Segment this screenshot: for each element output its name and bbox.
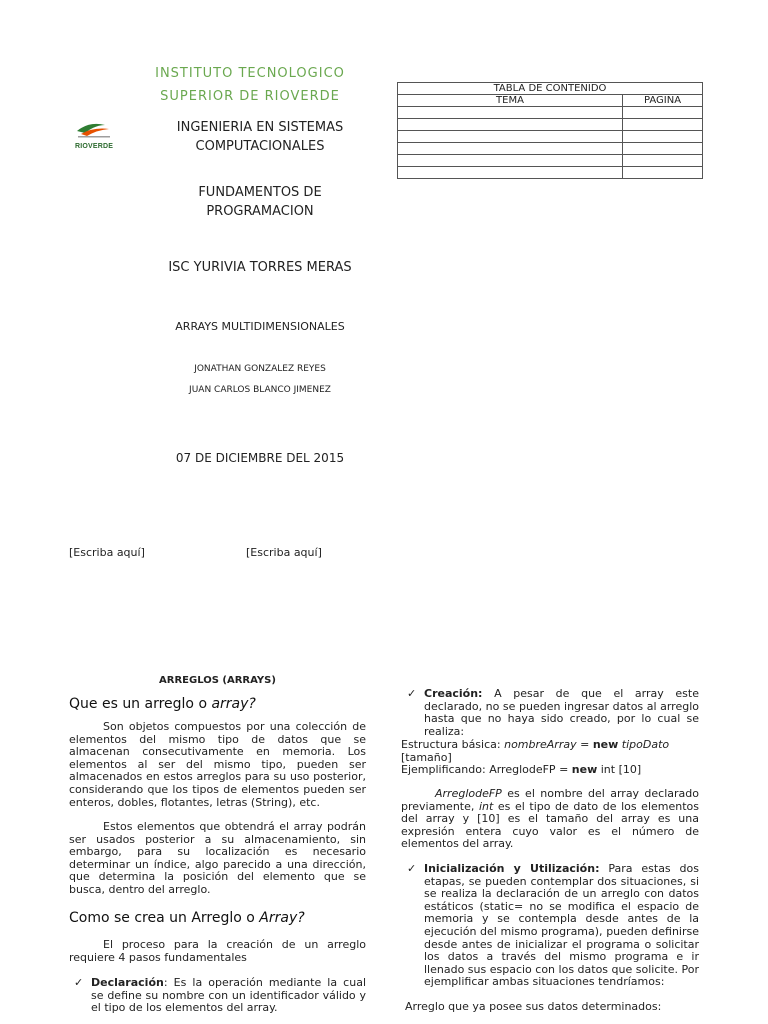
heading-how-to-create: Como se crea un Arreglo o Array?: [69, 910, 305, 926]
toc-header-tema: TEMA: [398, 95, 623, 107]
table-of-contents: [397, 82, 703, 179]
toc-row: [398, 167, 703, 179]
paragraph-steps: El proceso para la creación de un arreglo requiere 4 pasos fundamentales: [69, 938, 366, 964]
checkmark-icon: ✓: [407, 687, 417, 700]
bullet-declaracion: Declaración: Es la operación mediante la cual se define su nombre con un identificador válido y el tipo de los elementos del array.: [91, 976, 366, 1015]
toc-row: [398, 107, 703, 119]
toc-title: TABLA DE CONTENIDO: [398, 83, 703, 95]
student-name-2: JUAN CARLOS BLANCO JIMENEZ: [189, 385, 331, 395]
paragraph-predefined-array: Arreglo que ya posee sus datos determinados:: [405, 1000, 662, 1013]
bullet-inicializacion: Inicialización y Utilización: Para estas dos etapas, se pueden contemplar dos situaciones, si se realiza la declaración de un arreglo con datos estáticos (static= no se modifica el espacio de memoria y se contempla desde antes de la ejecución del mismo programa), pueden definirse desde antes de inicializar el programa o solicitar los datos a través del mismo programa e ir llenado sus espacio con los datos que solicite. Por ejemplificar ambas situaciones tendríamos:: [424, 862, 699, 989]
subject-name: [130, 183, 390, 221]
logo-text: RIOVERDE: [75, 143, 114, 150]
footer-placeholder-left[interactable]: [Escriba aquí]: [69, 546, 145, 559]
section-title: ARREGLOS (ARRAYS): [159, 675, 276, 686]
paragraph-definition: Son objetos compuestos por una colección de elementos del mismo tipo de datos que se almacenan consecutivamente en memoria. Los elementos al ser del mismo tipo, pueden ser almacenados en estos arreglos para su uso posterior, considerando que los tipos de elementos pueden ser enteros, dobles, flotantes, letras (String), etc.: [69, 720, 366, 809]
toc-header-pagina: PAGINA: [623, 95, 703, 107]
bullet-creacion: Creación: A pesar de que el array este declarado, no se pueden ingresar datos al arreglo hasta que no haya sido creado, por lo cual se realiza:: [424, 687, 699, 738]
career-line1: INGENIERIA EN SISTEMAS: [176, 120, 344, 135]
structure-size: [tamaño]: [401, 750, 452, 764]
institute-logo: [75, 121, 115, 151]
code-structure: [401, 739, 699, 777]
institute-name-line1: INSTITUTO TECNOLOGICO: [155, 66, 345, 81]
toc-row: [398, 119, 703, 131]
institute-name-line2: SUPERIOR DE RIOVERDE: [160, 89, 340, 104]
career-line2: COMPUTACIONALES: [195, 139, 325, 154]
toc-row: [398, 131, 703, 143]
career-name: [130, 118, 390, 156]
heading-what-is-array: Que es un arreglo o array?: [69, 696, 256, 712]
subject-line2: PROGRAMACION: [206, 204, 314, 219]
structure-line: Estructura básica: nombreArray = new tipoDato: [401, 738, 670, 751]
subject-line1: FUNDAMENTOS DE: [198, 185, 322, 200]
document-date: 07 DE DICIEMBRE DEL 2015: [175, 451, 345, 465]
student-name-1: JONATHAN GONZALEZ REYES: [194, 364, 326, 374]
teacher-name: ISC YURIVIA TORRES MERAS: [168, 260, 352, 275]
toc-row: [398, 155, 703, 167]
footer-placeholder-right[interactable]: [Escriba aquí]: [246, 546, 322, 559]
example-line: Ejemplificando: ArreglodeFP = new int [10]: [401, 763, 642, 777]
checkmark-icon: ✓: [74, 976, 84, 989]
toc-row: [398, 143, 703, 155]
checkmark-icon: ✓: [407, 862, 417, 875]
paragraph-index: Estos elementos que obtendrá el array podrán ser usados posterior a su almacenamiento, sin embargo, para su localización es necesario determinar un índice, algo parecido a una dirección, que determina la posición del elemento que se busca, dentro del arreglo.: [69, 820, 366, 896]
logo-emblem-icon: [75, 121, 115, 139]
paragraph-array-explanation: ArreglodeFP es el nombre del array declarado previamente, int es el tipo de dato de los elementos del array y [10] es el tamaño del array es una expresión entera cuyo valor es el número de elementos del array.: [401, 787, 700, 851]
topic-title: ARRAYS MULTIDIMENSIONALES: [175, 320, 345, 333]
